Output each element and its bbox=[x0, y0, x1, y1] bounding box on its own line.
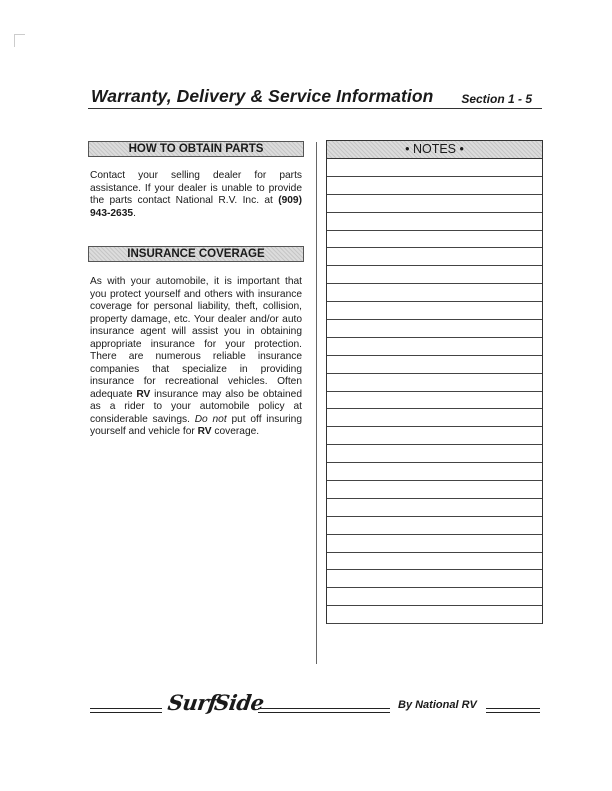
parts-heading bbox=[88, 141, 304, 157]
page-title: Warranty, Delivery & Service Information bbox=[91, 86, 434, 106]
footer-rule-middle bbox=[258, 708, 390, 713]
note-line bbox=[327, 284, 542, 302]
note-line bbox=[327, 177, 542, 195]
note-line bbox=[327, 356, 542, 374]
footer-brand: By National RV bbox=[398, 699, 477, 711]
surfside-logo: SurfSide bbox=[166, 690, 266, 715]
note-line bbox=[327, 463, 542, 481]
insurance-heading-label: INSURANCE COVERAGE bbox=[127, 248, 265, 260]
parts-text-end: . bbox=[133, 207, 136, 219]
note-line bbox=[327, 517, 542, 535]
parts-paragraph bbox=[90, 170, 302, 220]
note-line bbox=[327, 231, 542, 249]
insurance-paragraph bbox=[90, 276, 302, 439]
note-line bbox=[327, 159, 542, 177]
note-line bbox=[327, 553, 542, 571]
do-not-emphasis: Do not bbox=[194, 413, 227, 425]
insurance-heading bbox=[88, 246, 304, 262]
parts-phone: (909) 943-2635 bbox=[90, 195, 302, 219]
column-divider bbox=[316, 142, 317, 664]
note-line bbox=[327, 499, 542, 517]
header-rule bbox=[88, 108, 542, 109]
insurance-text: put off insuring yourself and vehicle for bbox=[90, 413, 302, 437]
insurance-text: insurance may also be obtained as a rider to your automobile policy at considerable savings. bbox=[90, 388, 302, 425]
section-number: Section 1 - 5 bbox=[461, 92, 532, 106]
parts-heading-label: HOW TO OBTAIN PARTS bbox=[128, 143, 264, 155]
footer-rule-left bbox=[90, 708, 162, 713]
notes-lines bbox=[327, 159, 542, 624]
note-line bbox=[327, 338, 542, 356]
note-line bbox=[327, 374, 542, 392]
parts-text: Contact your selling dealer for parts assistance. If your dealer is unable to provide the parts contact National R.V. Inc. at bbox=[90, 170, 302, 206]
insurance-text: As with your automobile, it is important that you protect yourself and others with insurance coverage for personal liability, theft, collision, property damage, etc. Your dealer and/or auto insurance agent will assist you in obtaining appropriate insurance for your protection. There are numerous reliable insurance companies that specialize in providing insurance for recreational vehicles. Often adequate bbox=[90, 276, 302, 400]
note-line bbox=[327, 588, 542, 606]
scan-artifact bbox=[14, 34, 25, 47]
note-line bbox=[327, 392, 542, 410]
note-line bbox=[327, 248, 542, 266]
footer-rule-right bbox=[486, 708, 540, 713]
note-line bbox=[327, 320, 542, 338]
note-line bbox=[327, 481, 542, 499]
note-line bbox=[327, 195, 542, 213]
note-line bbox=[327, 409, 542, 427]
notes-box bbox=[326, 140, 543, 624]
note-line bbox=[327, 535, 542, 553]
note-line bbox=[327, 606, 542, 624]
insurance-text: coverage. bbox=[211, 426, 260, 437]
rv-emphasis: RV bbox=[197, 426, 212, 437]
notes-heading: • NOTES • bbox=[327, 141, 542, 159]
note-line bbox=[327, 427, 542, 445]
rv-emphasis: RV bbox=[136, 388, 151, 400]
note-line bbox=[327, 445, 542, 463]
note-line bbox=[327, 302, 542, 320]
note-line bbox=[327, 266, 542, 284]
note-line bbox=[327, 570, 542, 588]
note-line bbox=[327, 213, 542, 231]
